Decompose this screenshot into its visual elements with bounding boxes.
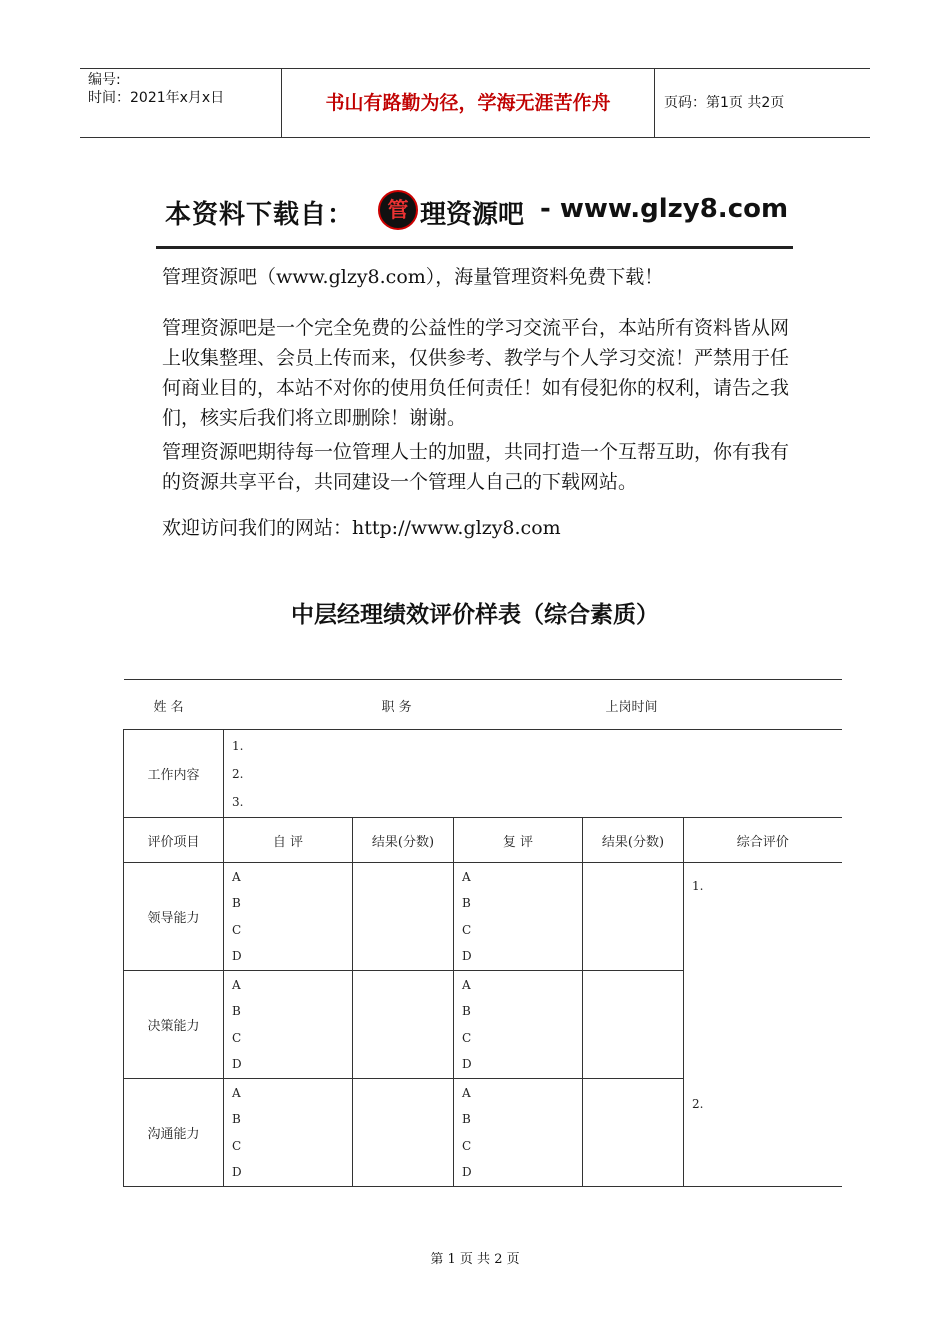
evaluation-table [123, 679, 842, 1187]
review-score-cell[interactable] [583, 971, 684, 1079]
grade-d: D [462, 1057, 472, 1071]
grade-a: A [462, 977, 471, 992]
grade-b: B [462, 1112, 471, 1126]
grade-c: C [462, 1030, 472, 1045]
work-item: 3. [232, 794, 244, 809]
review-score-cell[interactable] [583, 863, 684, 971]
position-label: 职 务 [381, 700, 412, 715]
header-meta [88, 71, 278, 107]
summary-cell[interactable] [684, 863, 842, 1187]
grade-b: B [232, 896, 241, 910]
basic-info-row [124, 680, 842, 730]
summary-item: 2. [692, 1097, 704, 1111]
grade-c: C [462, 922, 472, 937]
document-title: 中层经理绩效评价样表（综合素质） [291, 602, 659, 628]
grade-a: A [232, 977, 241, 992]
col-header-score: 结果(分数) [353, 818, 454, 863]
grade-c: C [232, 1138, 242, 1153]
intro-paragraph-3: 管理资源吧期待每一位管理人士的加盟，共同打造一个互帮互助，你有我有的资源共享平台，共同建设一个管理人自己的下载网站。 [162, 441, 790, 493]
grade-d: D [232, 1057, 242, 1071]
download-banner [160, 190, 800, 234]
grade-a: A [232, 1085, 241, 1100]
row-label-communication: 沟通能力 [124, 1079, 224, 1187]
grade-c: C [232, 922, 242, 937]
summary-item: 1. [692, 879, 704, 893]
review-score-cell[interactable] [583, 1079, 684, 1187]
review-cell[interactable] [454, 1079, 583, 1187]
banner-prefix: 本资料下载自： [165, 200, 355, 230]
self-eval-cell[interactable] [224, 863, 353, 971]
grade-a: A [462, 869, 471, 884]
work-content-row [124, 730, 842, 818]
grade-d: D [462, 1165, 472, 1179]
self-eval-cell[interactable] [224, 1079, 353, 1187]
row-label-decision: 决策能力 [124, 971, 224, 1079]
self-score-cell[interactable] [353, 863, 454, 971]
self-eval-cell[interactable] [224, 971, 353, 1079]
grade-a: A [462, 1085, 471, 1100]
review-cell[interactable] [454, 863, 583, 971]
col-header-review: 复 评 [454, 818, 583, 863]
intro-line-1: 管理资源吧（www.glzy8.com），海量管理资料免费下载！ [162, 266, 664, 288]
grade-c: C [462, 1138, 472, 1153]
self-score-cell[interactable] [353, 1079, 454, 1187]
grade-b: B [462, 896, 471, 910]
site-logo-icon: 管 [378, 190, 418, 230]
grade-d: D [232, 949, 242, 963]
header-date: 时间：2021年x月x日 [88, 90, 225, 106]
grade-c: C [232, 1030, 242, 1045]
name-label: 姓 名 [153, 700, 184, 715]
start-date-label: 上岗时间 [605, 700, 658, 715]
intro-line-4: 欢迎访问我们的网站：http://www.glzy8.com [162, 517, 561, 539]
banner-url[interactable]: - www.glzy8.com [540, 194, 789, 224]
col-header-score-2: 结果(分数) [583, 818, 684, 863]
intro-paragraph-2: 管理资源吧是一个完全免费的公益性的学习交流平台，本站所有资料皆从网上收集整理、会员上传而来，仅供参考、教学与个人学习交流！严禁用于任何商业目的，本站不对你的使用负任何责任！如有侵犯你的权利，请告之我们，核实后我们将立即删除！谢谢。 [162, 317, 790, 429]
banner-site-name: 理资源吧 [420, 200, 525, 230]
grade-b: B [462, 1004, 471, 1018]
work-content-label: 工作内容 [124, 730, 224, 818]
header-motto: 书山有路勤为径，学海无涯苦作舟 [281, 69, 655, 137]
header-number: 编号: [88, 72, 121, 88]
col-header-self: 自 评 [224, 818, 353, 863]
grade-b: B [232, 1004, 241, 1018]
page-header [80, 68, 870, 138]
grade-d: D [462, 949, 472, 963]
self-score-cell[interactable] [353, 971, 454, 1079]
work-item: 1. [232, 738, 244, 753]
col-header-summary: 综合评价 [684, 818, 842, 863]
table-header-row [124, 818, 842, 863]
header-page: 页码：第1页 共2页 [664, 95, 785, 111]
row-label-leadership: 领导能力 [124, 863, 224, 971]
grade-a: A [232, 869, 241, 884]
review-cell[interactable] [454, 971, 583, 1079]
table-row [124, 863, 842, 971]
work-item: 2. [232, 766, 244, 781]
work-content-cell[interactable] [224, 730, 842, 818]
col-header-item: 评价项目 [124, 818, 224, 863]
grade-b: B [232, 1112, 241, 1126]
page-footer: 第 1 页 共 2 页 [430, 1252, 520, 1267]
banner-divider [156, 246, 793, 249]
grade-d: D [232, 1165, 242, 1179]
